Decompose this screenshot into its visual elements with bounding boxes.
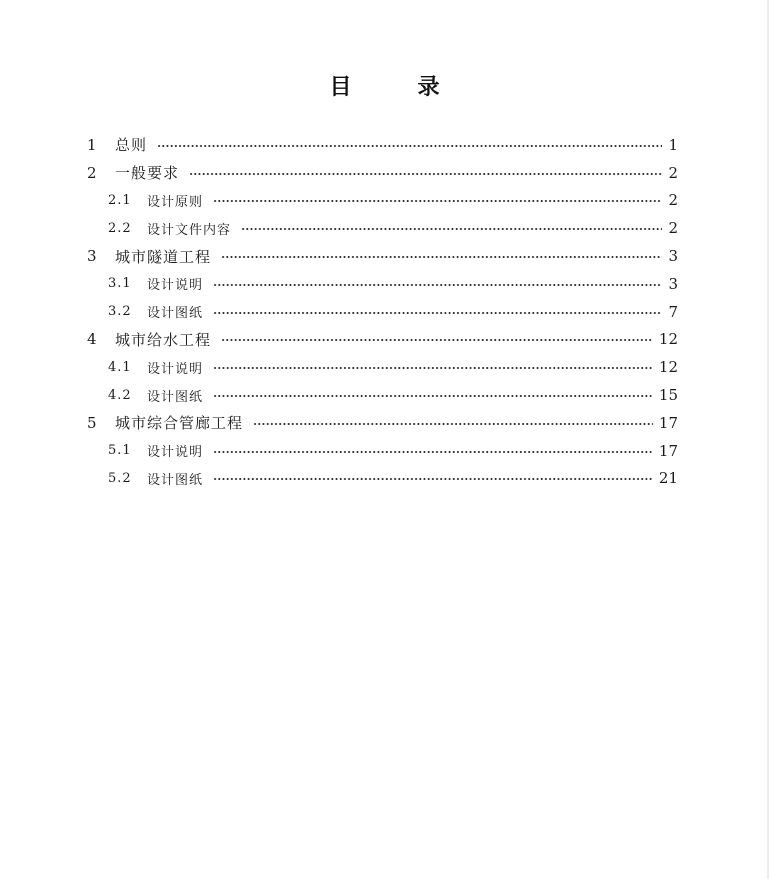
- toc-entry-label: 设计原则: [147, 194, 204, 210]
- toc-entry-label: 城市综合管廊工程: [115, 414, 244, 433]
- toc-entry[interactable]: [0, 326, 769, 354]
- toc-entry-label: 设计说明: [147, 361, 204, 377]
- toc-entry-page: 15: [658, 386, 678, 405]
- toc-entry-number: 2.1: [108, 192, 132, 208]
- toc-dot-leader: [253, 423, 653, 425]
- toc-entry-number: 5.1: [108, 443, 132, 459]
- toc-entry-label: 设计说明: [147, 445, 204, 461]
- toc-entry-number: 3.1: [108, 276, 132, 292]
- toc-dot-leader: [213, 395, 653, 397]
- toc-entry-number: 3: [87, 247, 97, 266]
- toc-entry-page: 2: [668, 219, 678, 238]
- toc-entry-number: 2: [87, 163, 97, 182]
- toc-entry-page: 12: [658, 358, 678, 377]
- toc-entry-label: 设计文件内容: [147, 222, 232, 238]
- toc-dot-leader: [213, 478, 653, 480]
- toc-subentry[interactable]: [0, 465, 769, 493]
- toc-entry-number: 5.2: [108, 470, 132, 486]
- toc-entry-label: 城市隧道工程: [115, 247, 212, 266]
- toc-entry-label: 总则: [115, 136, 148, 155]
- toc-entry-label: 一般要求: [115, 164, 180, 183]
- toc-entry-number: 2.2: [108, 220, 132, 236]
- toc-dot-leader: [213, 200, 662, 202]
- toc-entry-label: 城市给水工程: [115, 330, 212, 349]
- toc-entry-page: 12: [658, 330, 678, 349]
- toc-dot-leader: [213, 284, 662, 286]
- toc-dot-leader: [213, 451, 653, 453]
- toc-entry-page: 17: [658, 441, 678, 460]
- toc-dot-leader: [157, 145, 662, 147]
- toc-subentry[interactable]: [0, 437, 769, 465]
- toc-entry-page: 3: [668, 274, 678, 293]
- toc-entry-label: 设计图纸: [147, 472, 204, 488]
- toc-dot-leader: [221, 339, 653, 341]
- toc-entry-number: 1: [87, 135, 97, 154]
- toc-entry-label: 设计图纸: [147, 306, 204, 322]
- toc-entry-page: 21: [658, 469, 678, 488]
- toc-entry-page: 3: [668, 247, 678, 266]
- toc-entry-page: 17: [658, 413, 678, 432]
- toc-subentry[interactable]: [0, 270, 769, 298]
- toc-title: 目 录: [329, 75, 462, 100]
- toc-entry[interactable]: [0, 159, 769, 187]
- toc-entry-number: 3.2: [108, 304, 132, 320]
- toc-entry-page: 7: [668, 302, 678, 321]
- toc-subentry[interactable]: [0, 353, 769, 381]
- toc-entry-page: 2: [668, 163, 678, 182]
- toc-list: [0, 131, 769, 492]
- toc-entry-label: 设计图纸: [147, 389, 204, 405]
- toc-dot-leader: [241, 228, 662, 230]
- toc-entry-label: 设计说明: [147, 278, 204, 294]
- toc-dot-leader: [213, 367, 653, 369]
- toc-entry-page: 2: [668, 191, 678, 210]
- toc-subentry[interactable]: [0, 298, 769, 326]
- toc-dot-leader: [221, 256, 662, 258]
- toc-entry[interactable]: [0, 409, 769, 437]
- toc-entry-number: 4.2: [108, 387, 132, 403]
- toc-subentry[interactable]: [0, 381, 769, 409]
- toc-entry-number: 4.1: [108, 359, 132, 375]
- toc-entry-number: 4: [87, 330, 97, 349]
- toc-dot-leader: [213, 312, 662, 314]
- toc-entry-number: 5: [87, 413, 97, 432]
- toc-entry[interactable]: [0, 242, 769, 270]
- toc-subentry[interactable]: [0, 187, 769, 215]
- toc-dot-leader: [189, 173, 662, 175]
- toc-entry[interactable]: [0, 131, 769, 159]
- toc-subentry[interactable]: [0, 214, 769, 242]
- toc-entry-page: 1: [668, 135, 678, 154]
